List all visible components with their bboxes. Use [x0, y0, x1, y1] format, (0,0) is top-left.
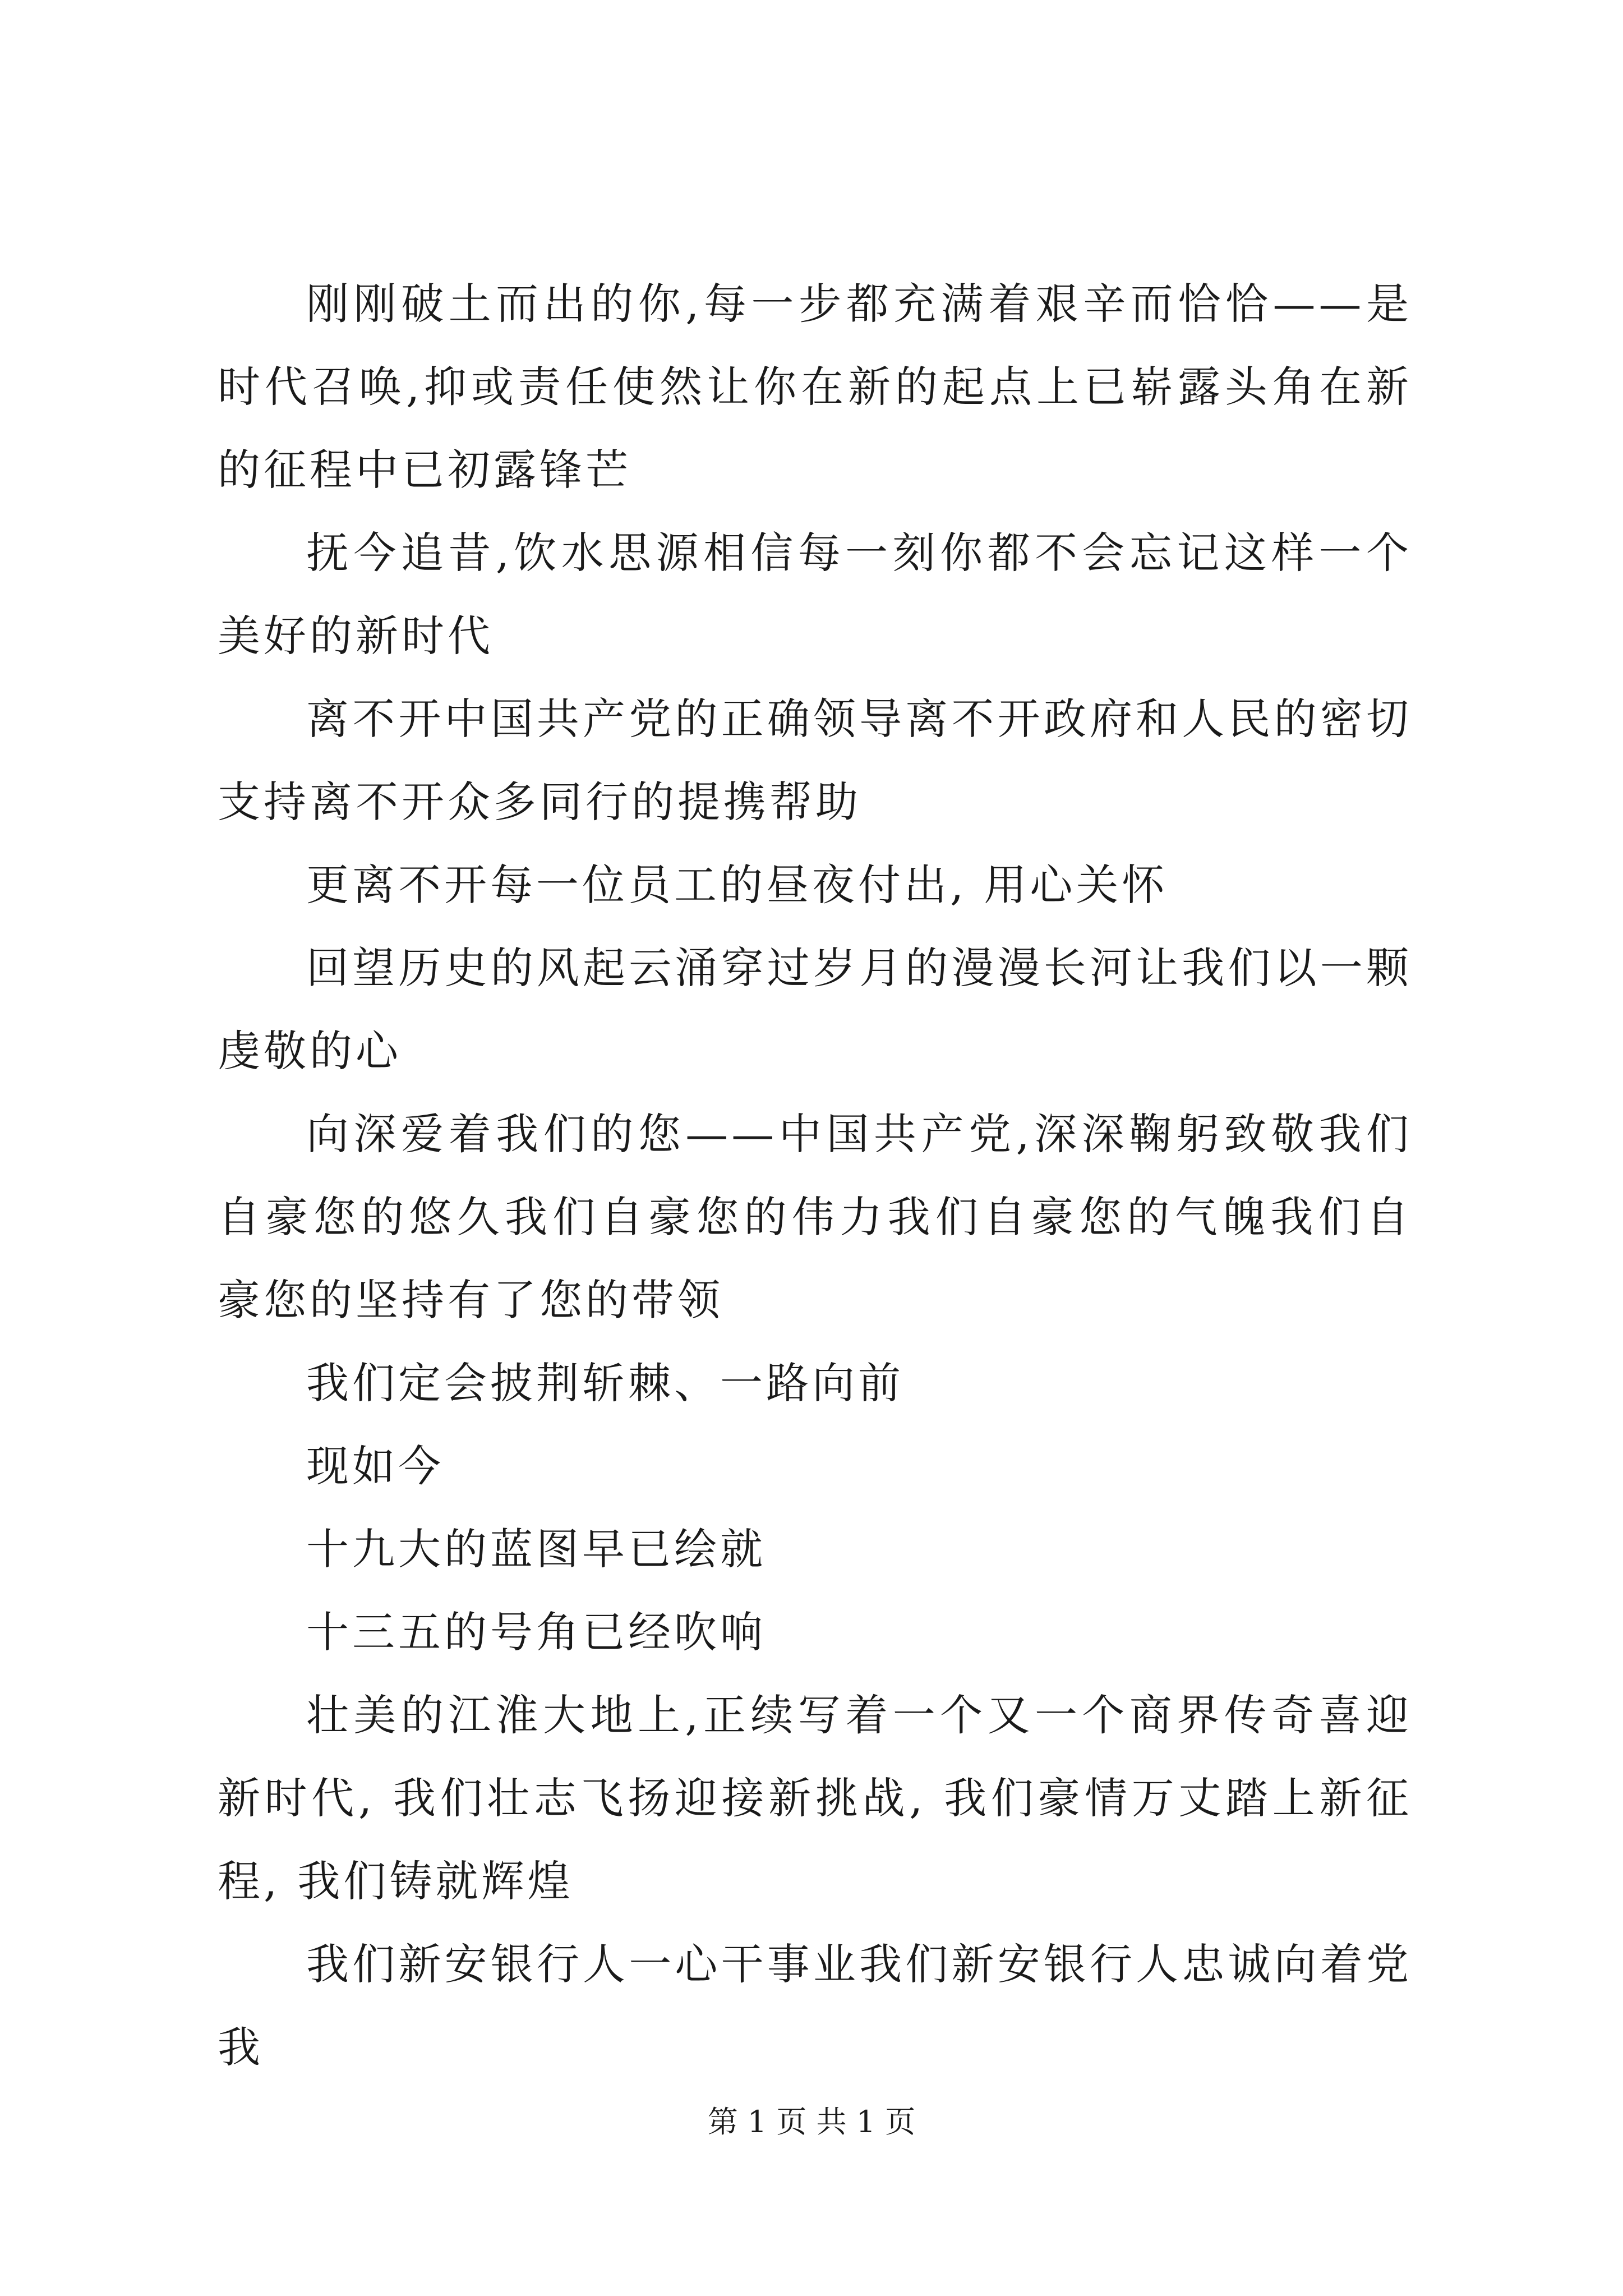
- paragraph: 十三五的号角已经吹响: [306, 1607, 766, 1657]
- paragraph: 十九大的蓝图早已绘就: [306, 1524, 766, 1574]
- paragraph: 我们定会披荆斩棘、一路向前: [306, 1358, 904, 1408]
- paragraph: 抚今追昔,饮水思源相信每一刻你都不会忘记这样一个美好的新时代: [218, 528, 1412, 661]
- paragraph: 我们新安银行人一心干事业我们新安银行人忠诚向着党我: [218, 1939, 1412, 2072]
- paragraph: 刚刚破土而出的你,每一步都充满着艰辛而恰恰——是时代召唤,抑或责任使然让你在新的起点上已崭露头角在新的征程中已初露锋芒: [218, 279, 1412, 495]
- paragraph: 壮美的江淮大地上,正续写着一个又一个商界传奇喜迎新时代, 我们壮志飞扬迎接新挑战, 我们豪情万丈踏上新征程, 我们铸就辉煌: [218, 1690, 1412, 1906]
- document-body: [218, 263, 1412, 2089]
- paragraph: 离不开中国共产党的正确领导离不开政府和人民的密切支持离不开众多同行的提携帮助: [218, 694, 1412, 827]
- paragraph: 回望历史的风起云涌穿过岁月的漫漫长河让我们以一颗虔敬的心: [218, 943, 1412, 1076]
- page-footer: 第 1 页 共 1 页: [707, 2104, 916, 2139]
- paragraph: 现如今: [306, 1441, 444, 1491]
- paragraph: 更离不开每一位员工的昼夜付出, 用心关怀: [306, 860, 1168, 910]
- paragraph: 向深爱着我们的您——中国共产党,深深鞠躬致敬我们自豪您的悠久我们自豪您的伟力我们自豪您的气魄我们自豪您的坚持有了您的带领: [218, 1109, 1412, 1325]
